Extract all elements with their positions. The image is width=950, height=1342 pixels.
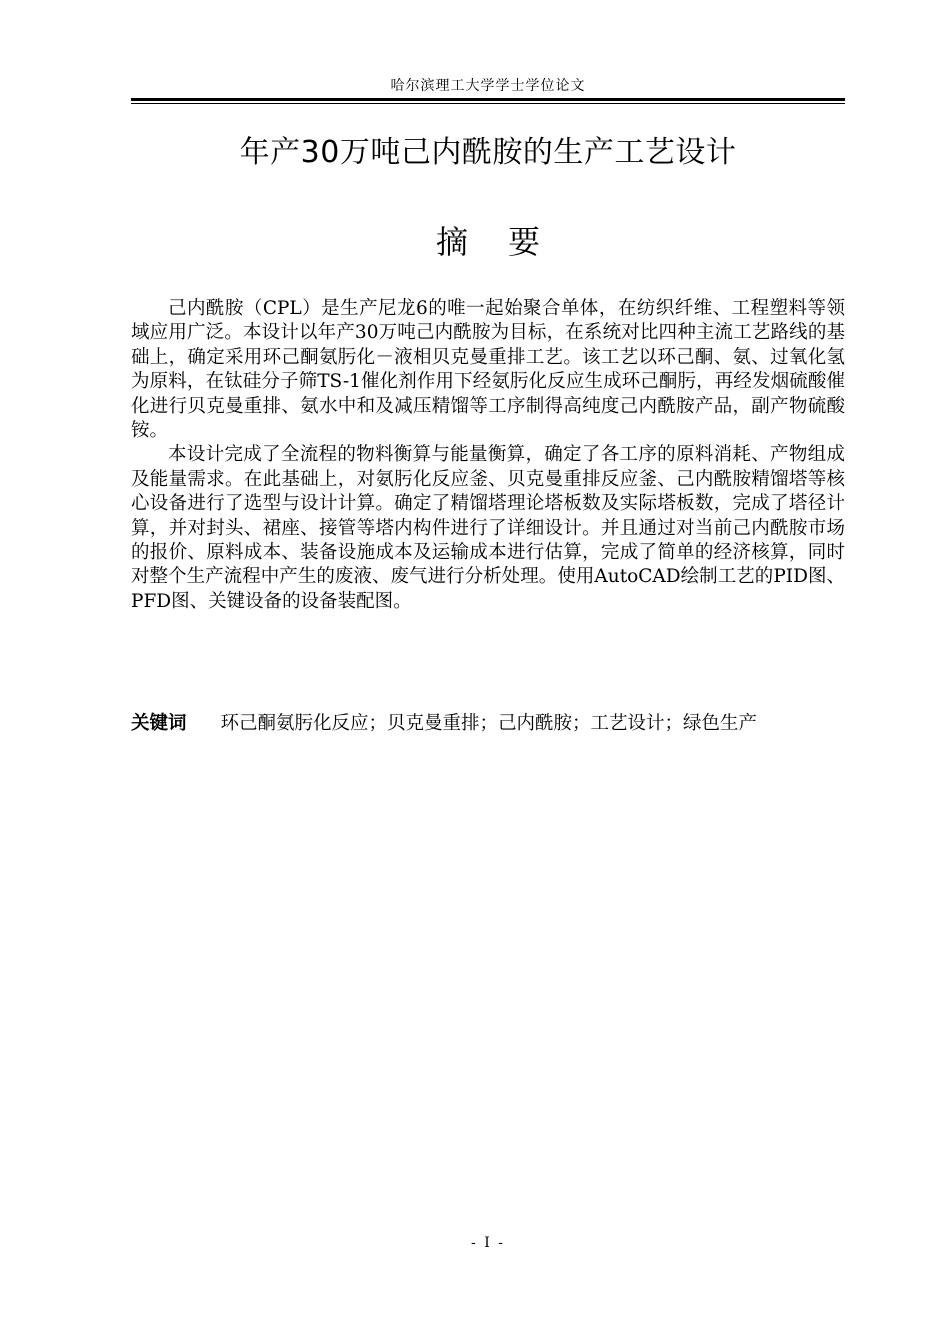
abstract-paragraph-1: 己内酰胺（CPL）是生产尼龙6的唯一起始聚合单体，在纺织纤维、工程塑料等领域应用广泛。本设计以年产30万吨己内酰胺为目标，在系统对比四种主流工艺路线的基础上，确定采用环己酮氨肟化－液相贝克曼重排工艺。该工艺以环己酮、氨、过氧化氢为原料，在钛硅分子筛TS-1催化剂作用下经氨肟化反应生成环己酮肟，再经发烟硫酸催化进行贝克曼重排、氨水中和及减压精馏等工序制得高纯度己内酰胺产品，副产物硫酸铵。 <box>131 298 845 442</box>
thesis-title: 年产30万吨己内酰胺的生产工艺设计 <box>239 135 737 170</box>
abstract-paragraph-2: 本设计完成了全流程的物料衡算与能量衡算，确定了各工序的原料消耗、产物组成及能量需求。在此基础上，对氨肟化反应釜、贝克曼重排反应釜、己内酰胺精馏塔等核心设备进行了选型与设计计算。确定了精馏塔理论塔板数及实际塔板数，完成了塔径计算，并对封头、裙座、接管等塔内构件进行了详细设计。并且通过对当前己内酰胺市场的报价、原料成本、装备设施成本及运输成本进行估算，完成了简单的经济核算，同时对整个生产流程中产生的废液、废气进行分析处理。使用AutoCAD绘制工艺的PID图、PFD图、关键设备的设备装配图。 <box>131 444 845 612</box>
page-number: - I - <box>471 1235 505 1251</box>
header-rule-thick <box>131 98 845 101</box>
abstract-body <box>131 297 845 614</box>
header-rule-thin <box>131 103 845 104</box>
abstract-heading: 摘要 <box>435 223 580 261</box>
keywords-label: 关键词 <box>131 713 187 734</box>
keywords-text: 环己酮氨肟化反应；贝克曼重排；己内酰胺；工艺设计；绿色生产 <box>220 713 758 734</box>
running-header: 哈尔滨理工大学学士学位论文 <box>390 78 586 94</box>
keywords <box>131 712 845 736</box>
